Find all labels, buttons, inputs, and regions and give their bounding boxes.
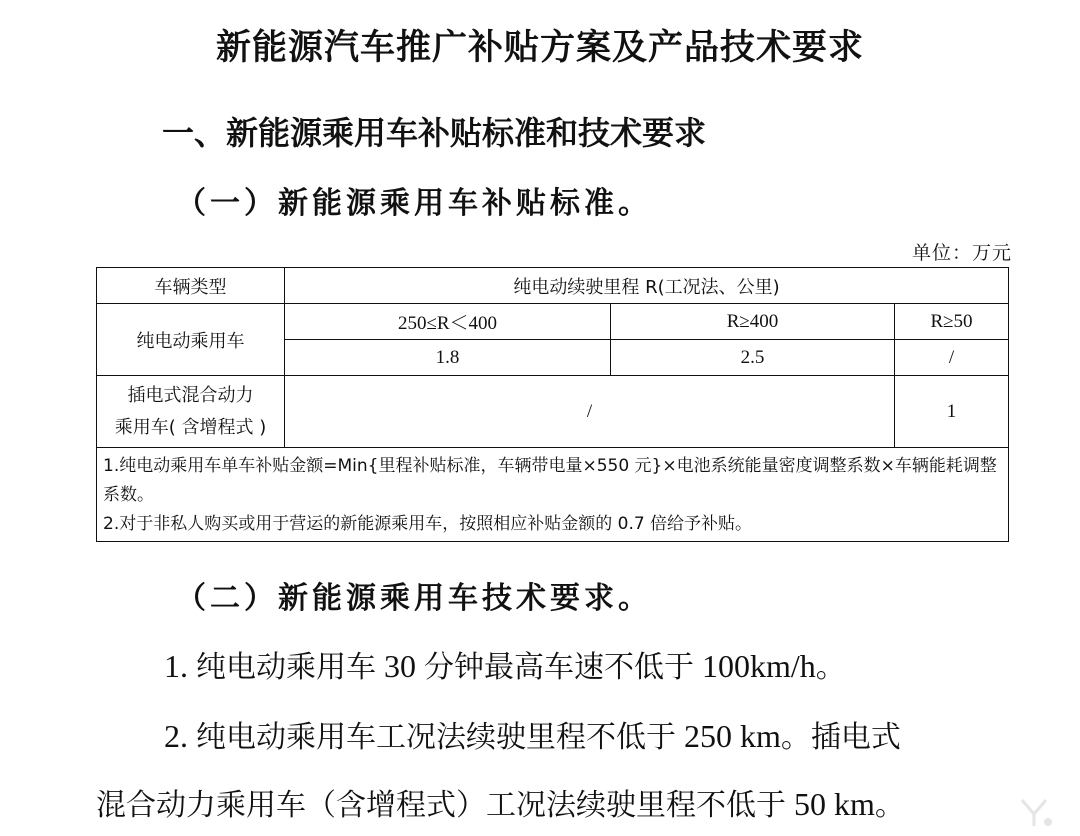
subsection-heading-requirements: （二）新能源乘用车技术要求。 — [176, 581, 652, 616]
requirement-2-range: 250 km — [676, 718, 781, 754]
requirement-1-text-a: 纯电动乘用车 — [196, 650, 376, 685]
phev-label — [97, 376, 285, 448]
note-1: 1.纯电动乘用车单车补贴金额=Min{里程补贴标准，车辆带电量×550 元}×电池系统能量密度调整系数×车辆能耗调整系数。 — [103, 456, 997, 505]
requirement-1-number: 1. — [164, 648, 196, 684]
phev-value-merged: / — [285, 376, 895, 448]
subsidy-table — [96, 267, 1009, 542]
requirement-1-minutes: 30 — [376, 648, 424, 684]
requirement-1-period: 。 — [815, 650, 846, 685]
requirement-2-phev-range: 50 km — [786, 786, 875, 822]
requirement-2-period: 。 — [874, 788, 905, 823]
range-bin-250-400: 250≤R＜400 — [285, 304, 611, 340]
range-bin-400-plus: R≥400 — [611, 304, 895, 340]
requirement-2-number: 2. — [164, 718, 196, 754]
bev-value-250-400: 1.8 — [285, 340, 611, 376]
header-driving-range: 纯电动续驶里程 R(工况法、公里) — [285, 268, 1009, 304]
watermark-icon — [1018, 796, 1058, 830]
phev-label-line-1: 插电式混合动力 — [127, 384, 254, 406]
requirement-2-text-a: 纯电动乘用车工况法续驶里程不低于 — [196, 720, 676, 755]
subsection-heading-standards: （一）新能源乘用车补贴标准。 — [176, 186, 652, 221]
bev-value-400-plus: 2.5 — [611, 340, 895, 376]
requirement-2-text-b: 。插电式 — [780, 720, 901, 755]
requirement-1-speed: 100km/h — [694, 648, 816, 684]
requirement-2-continued — [96, 780, 905, 824]
phev-label-line-2: 乘用车( 含增程式 ) — [114, 416, 267, 438]
table-header-row — [97, 268, 1009, 304]
note-2: 2.对于非私人购买或用于营运的新能源乘用车，按照相应补贴金额的 0.7 倍给予补贴。 — [103, 514, 753, 534]
table-notes — [97, 448, 1009, 542]
requirement-2-text-c: 混合动力乘用车（含增程式）工况法续驶里程不低于 — [96, 788, 786, 823]
bev-label: 纯电动乘用车 — [97, 304, 285, 376]
requirement-2 — [164, 712, 901, 756]
table-row-range-bins — [97, 304, 1009, 340]
document-title: 新能源汽车推广补贴方案及产品技术要求 — [215, 28, 864, 68]
phev-value-50-plus: 1 — [895, 376, 1009, 448]
requirement-1 — [164, 642, 846, 686]
unit-label: 单位：万元 — [911, 242, 1012, 264]
bev-value-50-plus: / — [895, 340, 1009, 376]
table-row-phev — [97, 376, 1009, 448]
requirement-1-text-b: 分钟最高车速不低于 — [424, 650, 694, 685]
section-heading: 一、新能源乘用车补贴标准和技术要求 — [162, 114, 707, 152]
range-bin-50-plus: R≥50 — [895, 304, 1009, 340]
header-vehicle-type: 车辆类型 — [97, 268, 285, 304]
table-row-notes — [97, 448, 1009, 542]
